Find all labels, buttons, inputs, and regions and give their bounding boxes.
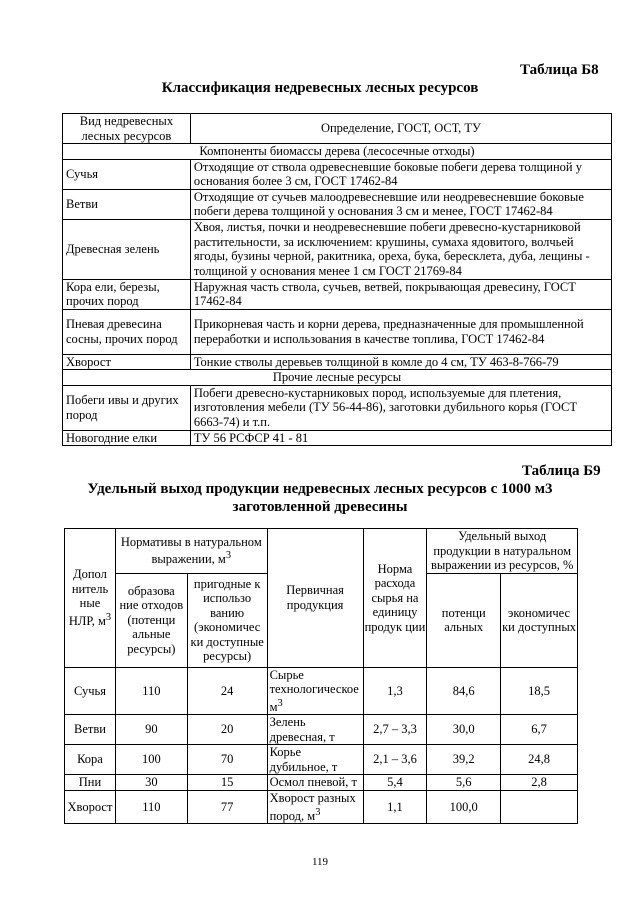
table-row: [63, 279, 612, 309]
row-type: Древесная зелень: [63, 219, 191, 279]
row-definition: Хвоя, листья, почки и неодревесневшие побеги древесно-кустарниковой растительности, за исключением: крушины, сумаха ядовитого, волчьей ягоды, бузины черной, ракитника, ореха, бука, бересклета, дуба, лещины - толщиной у основания менее 1 см ГОСТ 21769-84: [190, 219, 611, 279]
row-type: Пневая древесина сосны, прочих пород: [63, 309, 191, 354]
cell-product: Корье дубильное, т: [267, 745, 363, 775]
row-definition: ТУ 56 РСФСР 41 - 81: [190, 430, 611, 446]
cell-economic: 6,7: [501, 715, 578, 745]
cell-waste: 90: [115, 715, 187, 745]
table-b9-title-line2: заготовленной древесины: [232, 499, 408, 515]
cell-product: Зелень древесная, т: [267, 715, 363, 745]
table-row: [63, 159, 612, 189]
section-row: [63, 370, 612, 386]
table-row: [63, 219, 612, 279]
table-header-row: [65, 529, 578, 574]
table-row: [65, 791, 578, 824]
header-potential: потенци альных: [427, 573, 501, 667]
cell-waste: 110: [115, 667, 187, 715]
header-yield: Удельный выход продукции в натуральном выражении из ресурсов, %: [427, 529, 578, 574]
table-row: [65, 667, 578, 715]
table-row: [63, 309, 612, 354]
header-economic: экономичес ки доступных: [501, 573, 578, 667]
section-row: [63, 144, 612, 160]
cell-potential: 30,0: [427, 715, 501, 745]
table-row: [65, 715, 578, 745]
header-rate: Норма расхода сырья на единицу продук ции: [363, 529, 427, 668]
table-row: [63, 430, 612, 446]
row-definition: Отходящие от сучьев малоодревесневшие или неодревесневшие боковые побеги дерева толщиной у основания 3 см и менее, ГОСТ 17462-84: [190, 189, 611, 219]
cell-rate: 1,3: [363, 667, 427, 715]
table-b8-caption: Таблица Б8: [520, 62, 599, 78]
cell-potential: 39,2: [427, 745, 501, 775]
cell-resource: Хворост: [65, 791, 116, 824]
row-definition: Наружная часть ствола, сучьев, ветвей, покрывающая древесину, ГОСТ 17462-84: [190, 279, 611, 309]
cell-potential: 100,0: [427, 791, 501, 824]
row-type: Новогодние елки: [63, 430, 191, 446]
cell-economic: [501, 791, 578, 824]
table-b9: [64, 528, 578, 824]
cell-resource: Сучья: [65, 667, 116, 715]
cell-resource: Кора: [65, 745, 116, 775]
cell-product: Хворост разных пород, $м^3$: [267, 791, 363, 824]
cell-usable: 15: [187, 775, 267, 791]
cell-waste: 30: [115, 775, 187, 791]
cell-rate: 2,7 – 3,3: [363, 715, 427, 745]
section-other: Прочие лесные ресурсы: [63, 370, 612, 386]
row-type: Кора ели, березы, прочих пород: [63, 279, 191, 309]
cell-usable: 77: [187, 791, 267, 824]
cell-usable: 24: [187, 667, 267, 715]
header-primary-product: Первичная продукция: [267, 529, 363, 668]
cell-product: Осмол пневой, т: [267, 775, 363, 791]
header-definition: Определение, ГОСТ, ОСТ, ТУ: [190, 114, 611, 144]
table-b8-title: Классификация недревесных лесных ресурсов: [161, 80, 479, 96]
page-number: 119: [311, 856, 329, 868]
cell-economic: 18,5: [501, 667, 578, 715]
row-definition: Тонкие стволы деревьев толщиной в комле до 4 см, ТУ 463-8-766-79: [190, 354, 611, 370]
row-type: Сучья: [63, 159, 191, 189]
cell-product: Сырье технологическое $м^3$: [267, 667, 363, 715]
table-header-row: [63, 114, 612, 144]
cell-potential: 5,6: [427, 775, 501, 791]
header-norms: Нормативы в натуральном выражении, $м^3$: [115, 529, 267, 574]
row-definition: Отходящие от ствола одревесневшие боковые побеги дерева толщиной у основания более 3 см, ГОСТ 17462-84: [190, 159, 611, 189]
cell-rate: 1,1: [363, 791, 427, 824]
cell-rate: 2,1 – 3,6: [363, 745, 427, 775]
header-waste: образова ние отходов (потенци альные ресурсы): [115, 573, 187, 667]
header-usable: пригодные к использо ванию (экономичес ки доступные ресурсы): [187, 573, 267, 667]
cell-rate: 5,4: [363, 775, 427, 791]
cell-economic: 2,8: [501, 775, 578, 791]
table-row: [65, 745, 578, 775]
header-type: Вид недревесных лесных ресурсов: [63, 114, 191, 144]
section-biomass: Компоненты биомассы дерева (лесосечные отходы): [63, 144, 612, 160]
table-b9-title-line1: Удельный выход продукции недревесных лесных ресурсов с 1000 м3: [87, 481, 553, 497]
cell-potential: 84,6: [427, 667, 501, 715]
row-definition: Прикорневая часть и корни дерева, предназначенные для промышленной переработки и использования в качестве топлива, ГОСТ 17462-84: [190, 309, 611, 354]
table-b8: [62, 113, 612, 446]
header-resource: Допол нитель ные НЛР, $м^3$: [65, 529, 116, 668]
cell-usable: 70: [187, 745, 267, 775]
row-type: Хворост: [63, 354, 191, 370]
cell-waste: 100: [115, 745, 187, 775]
table-b9-caption: Таблица Б9: [522, 463, 601, 479]
cell-economic: 24,8: [501, 745, 578, 775]
row-type: Ветви: [63, 189, 191, 219]
table-row: [65, 775, 578, 791]
cell-resource: Пни: [65, 775, 116, 791]
row-definition: Побеги древесно-кустарниковых пород, используемые для плетения, изготовления мебели (ТУ 56-44-86), заготовки дубильного корья (ГОСТ 6663-74) и т.п.: [190, 385, 611, 430]
table-row: [63, 354, 612, 370]
cell-resource: Ветви: [65, 715, 116, 745]
cell-waste: 110: [115, 791, 187, 824]
cell-usable: 20: [187, 715, 267, 745]
row-type: Побеги ивы и других пород: [63, 385, 191, 430]
table-row: [63, 189, 612, 219]
table-row: [63, 385, 612, 430]
